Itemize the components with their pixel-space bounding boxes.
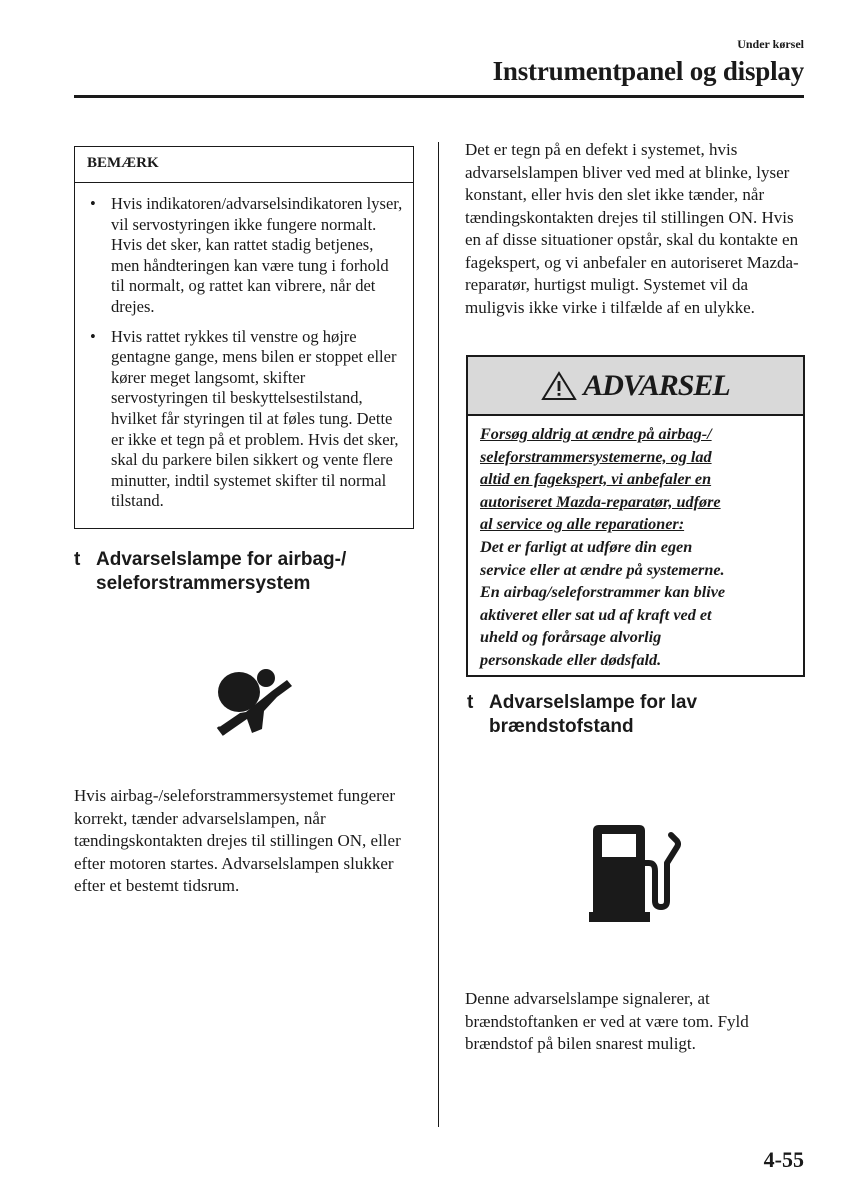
warning-triangle-icon: [541, 371, 577, 401]
heading-marker: t: [74, 549, 81, 570]
note-item-text: Hvis indikatoren/advarselsindikatoren lyser, vil servostyringen ikke fungere normalt. Hvis det sker, kan rattet stadig betjenes, men håndteringen kan være tung i forhold til normalt, og rattet kan vibrere, når det drejes.: [111, 194, 403, 316]
warning-line: service eller at ændre på systemerne.: [480, 560, 725, 579]
warning-line: uheld og forårsage alvorlig: [480, 628, 662, 647]
warning-header: [468, 357, 803, 416]
warning-line: seleforstrammersystemerne, og lad: [480, 447, 712, 466]
airbag-warning-icon: [206, 665, 296, 737]
airbag-heading-text: Advarselslampe for airbag-/ seleforstrammersystem: [96, 549, 347, 594]
fuel-description: Denne advarselslampe signalerer, at brændstoftanken er ved at være tom. Fyld brændstof på bilen snarest muligt.: [465, 989, 749, 1053]
bullet-icon: •: [90, 194, 96, 213]
page-title: Instrumentpanel og display: [492, 56, 804, 86]
warning-line: personskade eller dødsfald.: [480, 650, 662, 669]
header-rule: [74, 95, 804, 98]
warning-line: En airbag/seleforstrammer kan blive: [480, 583, 726, 602]
airbag-fault-description: Det er tegn på en defekt i systemet, hvis advarselslampen bliver ved med at blinke, lyser konstant, eller hvis den slet ikke tænder, når tændingskontakten drejes til stillingen ON. Hvis en af disse situationer opstår, skal du kontakte en fagekspert, og vi anbefaler en autoriseret Mazda-reparatør, hurtigst muligt. Systemet vil da muligvis ikke virke i tilfælde af en ulykke.: [465, 140, 799, 317]
warning-line: autoriseret Mazda-reparatør, udføre: [480, 492, 721, 511]
note-item: [87, 327, 403, 512]
section-label: Under kørsel: [737, 37, 804, 51]
note-item-text: Hvis rattet rykkes til venstre og højre gentagne gange, mens bilen er stoppet eller kører meget langsomt, skifter servostyringen til beskyttelsestilstand, hvilket får styringen til at føles tung. Dette er ikke et tegn på et problem. Hvis det sker, skal du parkere bilen sikkert og vente flere minutter, indtil systemet skifter til normal tilstand.: [111, 326, 399, 511]
note-title: BEMÆRK: [75, 147, 413, 183]
warning-box: [466, 355, 805, 677]
note-item: [87, 194, 403, 318]
warning-line: al service og alle reparationer:: [480, 515, 685, 534]
note-list: [75, 183, 413, 512]
heading-marker: t: [467, 692, 474, 713]
warning-line: aktiveret eller sat ud af kraft ved et: [480, 605, 712, 624]
warning-body: [468, 416, 803, 672]
bullet-icon: •: [90, 326, 96, 346]
warning-line: altid en fagekspert, vi anbefaler en: [480, 470, 712, 489]
fuel-heading-text: Advarselslampe for lav brændstofstand: [489, 692, 698, 737]
fuel-pump-icon: [589, 823, 681, 923]
column-divider: [438, 142, 439, 1127]
page-number: 4-55: [763, 1147, 804, 1172]
fuel-heading: [467, 691, 809, 739]
warning-title: ADVARSEL: [583, 368, 730, 402]
airbag-heading: [74, 548, 416, 596]
airbag-description: Hvis airbag-/seleforstrammersystemet fungerer korrekt, tænder advarselslampen, når tændingskontakten drejes til stillingen ON, eller efter motoren startes. Advarselslampen slukker efter et bestemt tidsrum.: [74, 786, 401, 895]
warning-line: Det er farligt at udføre din egen: [480, 537, 693, 556]
warning-line: Forsøg aldrig at ændre på airbag-/: [480, 425, 712, 443]
note-box: [74, 146, 414, 529]
